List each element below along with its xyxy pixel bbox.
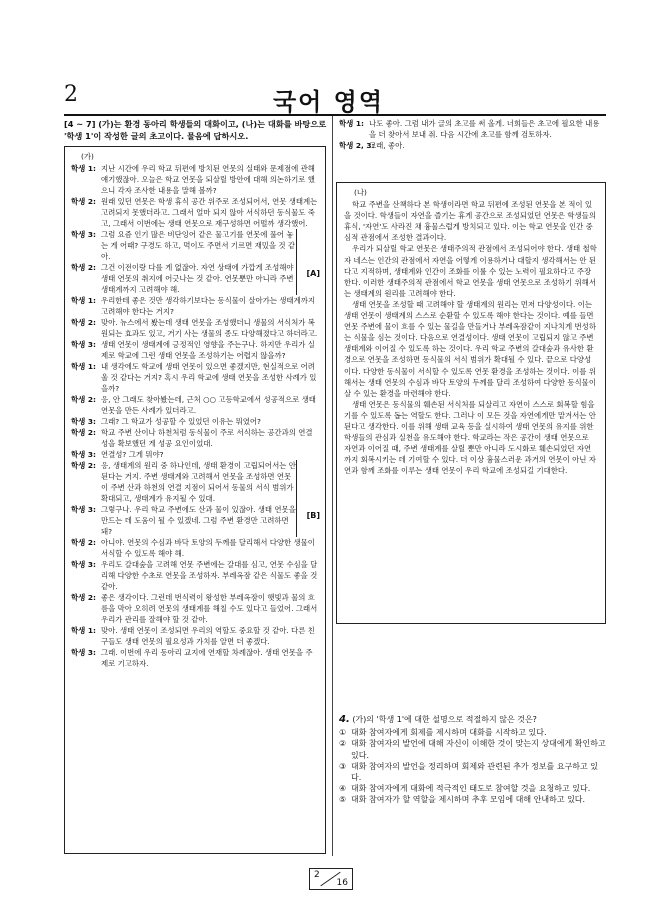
choice-number: ③	[339, 761, 347, 771]
header-rule	[64, 114, 606, 116]
speaker-label: 학생 3:	[71, 340, 96, 349]
choice-text: 대화 참여자의 발언에 대해 자신이 이해한 것이 맞는지 상대에게 확인하고 있다.	[351, 739, 606, 760]
dialogue-turn	[71, 163, 319, 196]
question-stem	[339, 714, 607, 725]
turn-text: 응, 안 그래도 찾아봤는데, 근처 ○○ 고등학교에서 성공적으로 생태 연못을 만든 사례가 있더라고.	[101, 395, 316, 415]
question-4	[339, 714, 607, 806]
speaker-label: 학생 2, 3:	[339, 141, 375, 150]
turn-text: 그렇구나. 우리 학교 주변에도 산과 물이 있잖아. 생태 연못을 만드는 데 도움이 될 수 있겠네. 그럼 주변 환경만 고려하면 돼?	[101, 505, 296, 536]
turn-text: 생태 연못이 생태계에 긍정적인 영향을 주는구나. 하지만 우리가 실제로 학교에 그런 생태 연못을 조성하기는 어렵지 않을까?	[101, 340, 315, 360]
bracket-label: [B]	[306, 511, 320, 520]
turn-text: 학교 주변 산이나 하천처럼 동식물이 주로 서식하는 공간과의 연결성을 확보했던 게 성공 요인이었대.	[101, 428, 313, 448]
speaker-label: 학생 2:	[71, 263, 96, 272]
speaker-label: 학생 3:	[71, 505, 96, 514]
essay-paragraph: 학교 주변을 산책하다 본 학생이라면 학교 뒤편에 조성된 연못을 본 적이 있을 것이다. 학생들이 자연을 즐기는 휴게 공간으로 조성되었던 연못은 학생들의 휴식, '자연'도 사라진 채 흉물스럽게 방치되고 있다. 이는 학교 연못을 인간 중심적 관점에서 조성한 결과이다.	[344, 200, 596, 243]
choice-number: ②	[339, 739, 347, 749]
footer-page: 2	[314, 870, 320, 880]
choice-number: ⑤	[339, 795, 347, 805]
dialogue-turn	[71, 416, 319, 427]
turn-text: 그래? 그 학교가 성공할 수 있었던 이유는 뭐였어?	[101, 417, 261, 426]
dialogue-turn	[71, 262, 320, 295]
turn-text: 연결성? 그게 뭐야?	[101, 450, 164, 459]
dialogue-label: (가)	[81, 152, 94, 161]
answer-choice[interactable]	[339, 738, 607, 760]
essay-label: (나)	[354, 188, 367, 197]
answer-choice[interactable]	[339, 727, 607, 738]
dialogue-turn	[71, 339, 319, 361]
speaker-label: 학생 1:	[71, 362, 96, 371]
dialogue-turn	[71, 317, 319, 339]
dialogue-continuation	[339, 118, 603, 151]
dialogue-turn	[71, 361, 319, 394]
page-number: 2	[64, 82, 78, 107]
speaker-label: 학생 3:	[71, 417, 96, 426]
dialogue-turn	[71, 229, 297, 262]
speaker-label: 학생 2:	[71, 428, 96, 437]
turn-text: 맞아. 생태 연못이 조성되면 우리의 역할도 중요할 것 같아. 다른 친구들도 생태 연못의 필요성과 가치를 알면 더 좋겠다.	[101, 626, 315, 646]
instructions: [4 ~ 7] (가)는 환경 동아리 학생들의 대화이고, (나)는 대화를 바탕으로 '학생 1'이 작성한 글의 초고이다. 물음에 답하시오.	[64, 119, 327, 141]
dialogue-turn	[71, 625, 319, 647]
choice-text: 대화 참여자의 발언을 정리하며 회제와 관련된 추가 정보를 요구하고 있다.	[351, 761, 598, 783]
essay-paragraph: 생태 연못을 조성할 때 고려해야 할 생태계의 원리는 먼저 다양성이다. 이는 생태 연못이 생태계의 스스로 순환할 수 있도록 해야 한다는 것이다. 예를 들면 연못 주변에 물이 흐를 수 있는 물길을 만들거나 부레옥잠같이 지나치게 번성하는 식물을 심는 것이다. 다음으로 연결성이다. 생태 연못이 고립되지 않고 주변 생태계와 이어질 수 있도록 하는 것이다. 우리 학교 주변의 갈대숲과 유사한 환경으로 연못을 조성하면 동식물의 서식 범위가 확대될 수 있다. 끝으로 다양성이다. 다양한 동식물이 서식할 수 있도록 연못 환경을 조성하는 것이다. 이를 위해서는 생태 연못의 수심과 바닥 토양의 두께를 달리 조성하여 다양한 동식물이 살 수 있는 환경을 마련해야 한다.	[344, 299, 596, 398]
dialogue-turn	[71, 394, 319, 416]
question-number: 4.	[339, 714, 350, 725]
speaker-label: 학생 2:	[71, 197, 96, 206]
speaker-label: 학생 1:	[71, 296, 96, 305]
choice-number: ①	[339, 728, 347, 738]
turn-text: 우리한테 좋은 것만 생각하기보다는 동식물이 살아가는 생태계까지 고려해야 한다는 거지?	[101, 296, 316, 316]
answer-choice[interactable]	[339, 783, 607, 794]
dialogue-turn	[71, 559, 319, 592]
turn-text: 나도 좋아. 그럼 내가 글의 초고를 써 올게. 너희들은 초고에 필요한 내용을 더 찾아서 보내 줘. 다음 시간에 초고를 함께 검토하자.	[369, 119, 600, 139]
dialogue-turn	[71, 504, 320, 537]
bracket-label: [A]	[306, 269, 320, 278]
footer-total: 16	[336, 878, 348, 888]
speaker-label: 학생 3:	[71, 230, 96, 239]
speaker-label: 학생 1:	[71, 164, 96, 173]
dialogue-turn	[71, 295, 319, 317]
speaker-label: 학생 2:	[71, 593, 96, 602]
question-text: (가)의 '학생 1'에 대한 설명으로 적절하지 않은 것은?	[352, 715, 537, 724]
speaker-label: 학생 1:	[339, 119, 364, 128]
dialogue-turn	[71, 647, 319, 669]
turn-text: 맞아. 뉴스에서 봤는데 생태 연못을 조성했더니 생물의 서식처가 복원되는 효과도 있고, 거기 사는 생물의 종도 다양해졌다고 하더라고.	[101, 318, 318, 338]
essay-paragraph: 생태 연못은 동식물의 훼손된 서식처를 되살리고 자연이 스스로 회복할 힘을 기를 수 있도록 돕는 역할도 한다. 그러나 이 모든 것을 자연에게만 맡겨서는 안 된다고 생각한다. 이를 위해 생태 교육 등을 실시하여 생태 연못의 유지를 위한 학생들의 관심과 실천을 유도해야 한다. 학교라는 작은 공간이 생태 연못으로 자연과 이어질 때, 주변 생태계를 살릴 뿐만 아니라 도시화로 훼손되었던 자연까지 회복시키는 데 기여할 수 있다. 더 이상 흉물스러운 과거의 연못이 아닌 자연과 함께 조화를 이루는 생태 연못이 우리 학교에 조성되길 기대한다.	[344, 399, 596, 476]
turn-text: 응, 생태계의 원리 중 하나인데, 생태 환경이 고립되어서는 안 된다는 거지. 주변 생태계와 고려해서 연못을 조성하면 연못이 주변 산과 하천의 연결 지점이 되어서 동물의 서식 범위가 확대되고, 생태계가 유지될 수 있대.	[101, 461, 296, 503]
speaker-label: 학생 2:	[71, 318, 96, 327]
dialogue-turn	[71, 460, 297, 504]
dialogue-turn	[71, 196, 319, 229]
turn-text: 우리도 갈대숲을 고려해 연못 주변에는 갈대를 심고, 연못 수심을 달리해 다양한 수초로 연못을 조성하자. 부레옥잠 같은 식물도 좋을 것 같아.	[101, 560, 318, 591]
choice-text: 대화 참여자에게 회제를 제시하며 대화를 시작하고 있다.	[351, 728, 547, 738]
turn-text: 그럼 요즘 인기 많은 비단잉어 같은 물고기를 연못에 풀어 놓는 게 어때? 구경도 하고, 먹이도 주면서 기르면 재밌을 것 같아.	[101, 230, 295, 261]
speaker-label: 학생 3:	[71, 560, 96, 569]
turn-text: 그건 이전이랑 다를 게 없잖아. 자연 상태에 가깝게 조성해야 생태 연못의 취지에 어긋나는 것 같아. 연못뿐만 아니라 주변 생태계까지 고려해야 해.	[101, 263, 294, 294]
dialogue-turn	[71, 449, 319, 460]
dialogue-turn	[71, 592, 319, 625]
essay-box	[336, 182, 606, 624]
turn-text: 좋은 생각이다. 그런데 번식력이 왕성한 부레옥잠이 햇빛과 물의 흐름을 막아 오히려 연못의 생태계를 해칠 수도 있다고 들었어. 그래서 우리가 관리를 잘해야 할 것 같아.	[101, 593, 318, 624]
choice-text: 대화 참여자가 할 역할을 제시하며 추후 모임에 대해 안내하고 있다.	[351, 795, 586, 805]
answer-choice[interactable]	[339, 761, 607, 783]
choice-text: 대화 참여자에게 대화에 적극적인 태도로 참여할 것을 요청하고 있다.	[351, 784, 591, 794]
dialogue-turn	[339, 118, 603, 140]
speaker-label: 학생 2:	[71, 395, 96, 404]
turn-text: 원래 있던 연못은 학생 휴식 공간 위주로 조성되어서, 연못 생태계는 고려되지 못했더라고. 그래서 얼마 되지 않아 서식하던 동식물도 죽고, 그래서 이번에는 생태 연못으로 재구성하면 어떨까 생각했어.	[101, 197, 318, 228]
essay-paragraph: 우리가 되살릴 학교 연못은 생태주의적 관점에서 조성되어야 한다. 생태 철학자 네스는 인간의 관점에서 자연을 어떻게 이용하거나 대할지 생각해서는 안 된다고 지적하며, 생태계와 인간이 조화를 이룰 수 있는 노력이 필요하다고 주장한다. 이러한 생태주의적 관점에서 학교 연못을 생태 연못으로 조성하기 위해서는 생태계의 원리를 고려해야 한다.	[344, 244, 597, 298]
answer-choice[interactable]	[339, 794, 607, 805]
speaker-label: 학생 1:	[71, 626, 96, 635]
speaker-label: 학생 3:	[71, 648, 96, 657]
turn-text: 그래. 이번에 우리 동아리 교지에 연재할 차례잖아. 생태 연못을 주제로 기고하자.	[101, 648, 313, 668]
dialogue-turn	[71, 537, 319, 559]
speaker-label: 학생 2:	[71, 538, 96, 547]
dialogue-turn	[339, 140, 603, 151]
turn-text: 내 생각에도 학교에 생태 연못이 있으면 좋겠지만, 현실적으로 어려울 것 같다는 거지? 혹시 우리 학교에 생태 연못을 조성한 사례가 있을까?	[101, 362, 317, 393]
speaker-label: 학생 2:	[71, 461, 96, 470]
turn-text: 아니야. 연못의 수심과 바닥 토양의 두께를 달리해서 다양한 생물이 서식할 수 있도록 해야 해.	[101, 538, 315, 558]
turn-text: 그래, 좋아.	[369, 141, 405, 150]
dialogue-box	[64, 146, 326, 854]
speaker-label: 학생 3:	[71, 450, 96, 459]
choice-number: ④	[339, 784, 347, 794]
page-footer	[309, 868, 353, 890]
turn-text: 지난 시간에 우리 학교 뒤편에 방치된 연못의 실태와 문제점에 관해 얘기했잖아. 오늘은 학교 연못을 되살릴 방안에 대해 의논하기로 했으니 각자 조사한 내용을 말해 볼까?	[101, 164, 315, 195]
column-divider	[332, 116, 333, 856]
dialogue-turn	[71, 427, 319, 449]
subject-title: 국어 영역	[272, 88, 385, 116]
